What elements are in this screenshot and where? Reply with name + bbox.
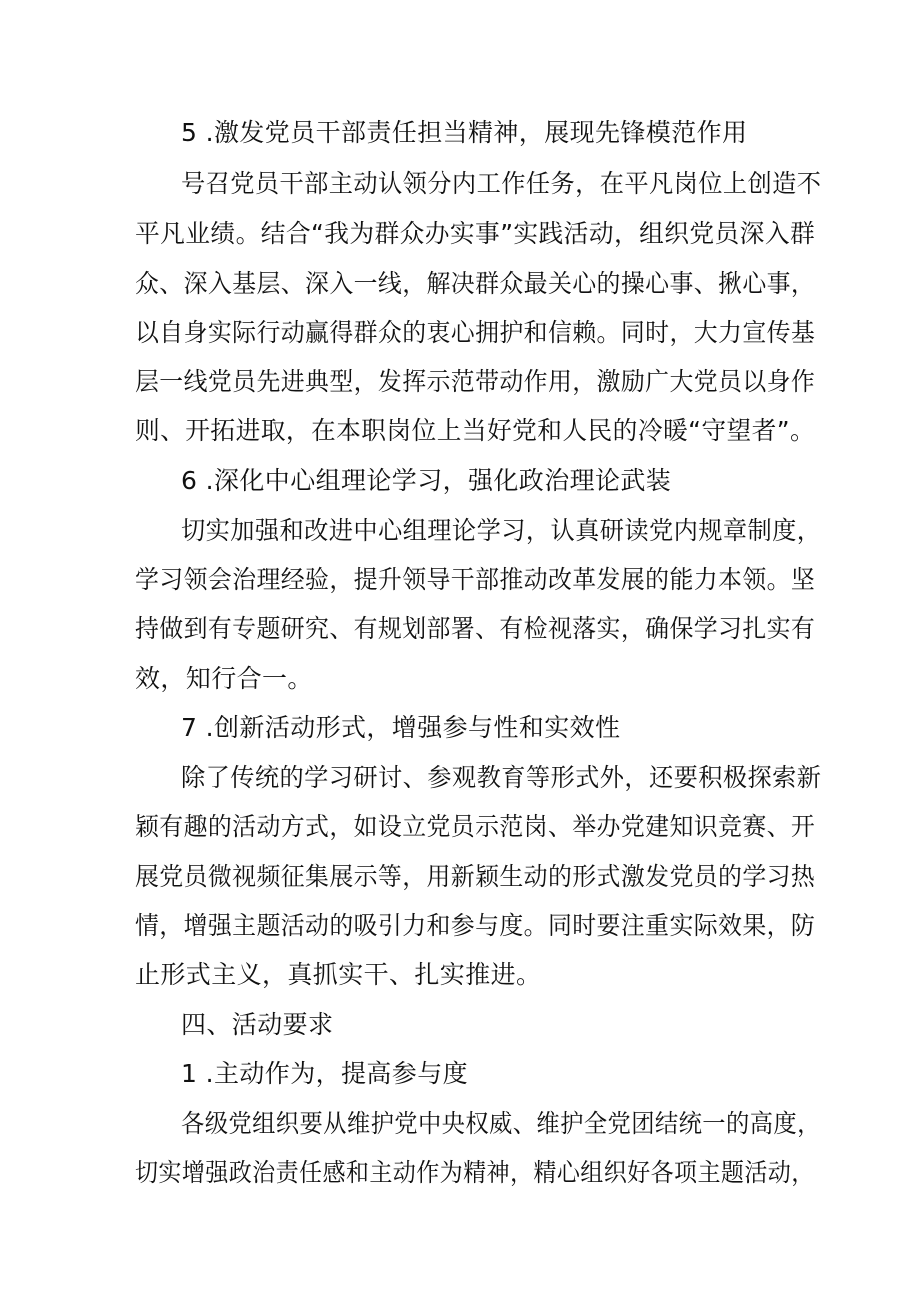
- section-heading: 四、活动要求: [181, 1010, 334, 1039]
- paragraph-line: 除了传统的学习研讨、参观教育等形式外，还要积极探索新: [181, 763, 822, 792]
- paragraph-line: 则、开拓进取，在本职岗位上当好党和人民的冷暖“守望者”。: [135, 416, 816, 445]
- paragraph-line: 切实增强政治责任感和主动作为精神，精心组织好各项主题活动，: [135, 1158, 815, 1187]
- heading-item-7: 7 .创新活动形式，增强参与性和实效性: [181, 713, 621, 742]
- paragraph-line: 止形式主义，真抓实干、扎实推进。: [135, 960, 542, 989]
- paragraph-line: 颖有趣的活动方式，如设立党员示范岗、举办党建知识竞赛、开: [135, 812, 816, 841]
- paragraph-line: 以自身实际行动赢得群众的衷心拥护和信赖。同时，大力宣传基: [135, 318, 816, 347]
- paragraph-line: 各级党组织要从维护党中央权威、维护全党团结统一的高度，: [181, 1109, 821, 1138]
- heading-item-1: 1 .主动作为，提高参与度: [181, 1059, 469, 1088]
- paragraph-line: 效，知行合一。: [135, 664, 313, 693]
- paragraph-line: 众、深入基层、深入一线，解决群众最关心的操心事、揪心事，: [135, 269, 816, 298]
- paragraph-line: 号召党员干部主动认领分内工作任务，在平凡岗位上创造不: [181, 169, 822, 198]
- paragraph-line: 情，增强主题活动的吸引力和参与度。同时要注重实际效果，防: [135, 911, 816, 940]
- paragraph-line: 层一线党员先进典型，发挥示范带动作用，激励广大党员以身作: [135, 367, 816, 396]
- heading-item-6: 6 .深化中心组理论学习，强化政治理论武装: [181, 466, 672, 495]
- paragraph-line: 平凡业绩。结合“我为群众办实事”实践活动，组织党员深入群: [135, 219, 816, 248]
- paragraph-line: 展党员微视频征集展示等，用新颖生动的形式激发党员的学习热: [135, 862, 816, 891]
- paragraph-line: 学习领会治理经验，提升领导干部推动改革发展的能力本领。坚: [135, 565, 816, 594]
- heading-item-5: 5 .激发党员干部责任担当精神，展现先锋模范作用: [181, 118, 748, 147]
- paragraph-line: 持做到有专题研究、有规划部署、有检视落实，确保学习扎实有: [135, 614, 816, 643]
- paragraph-line: 切实加强和改进中心组理论学习，认真研读党内规章制度，: [181, 516, 822, 545]
